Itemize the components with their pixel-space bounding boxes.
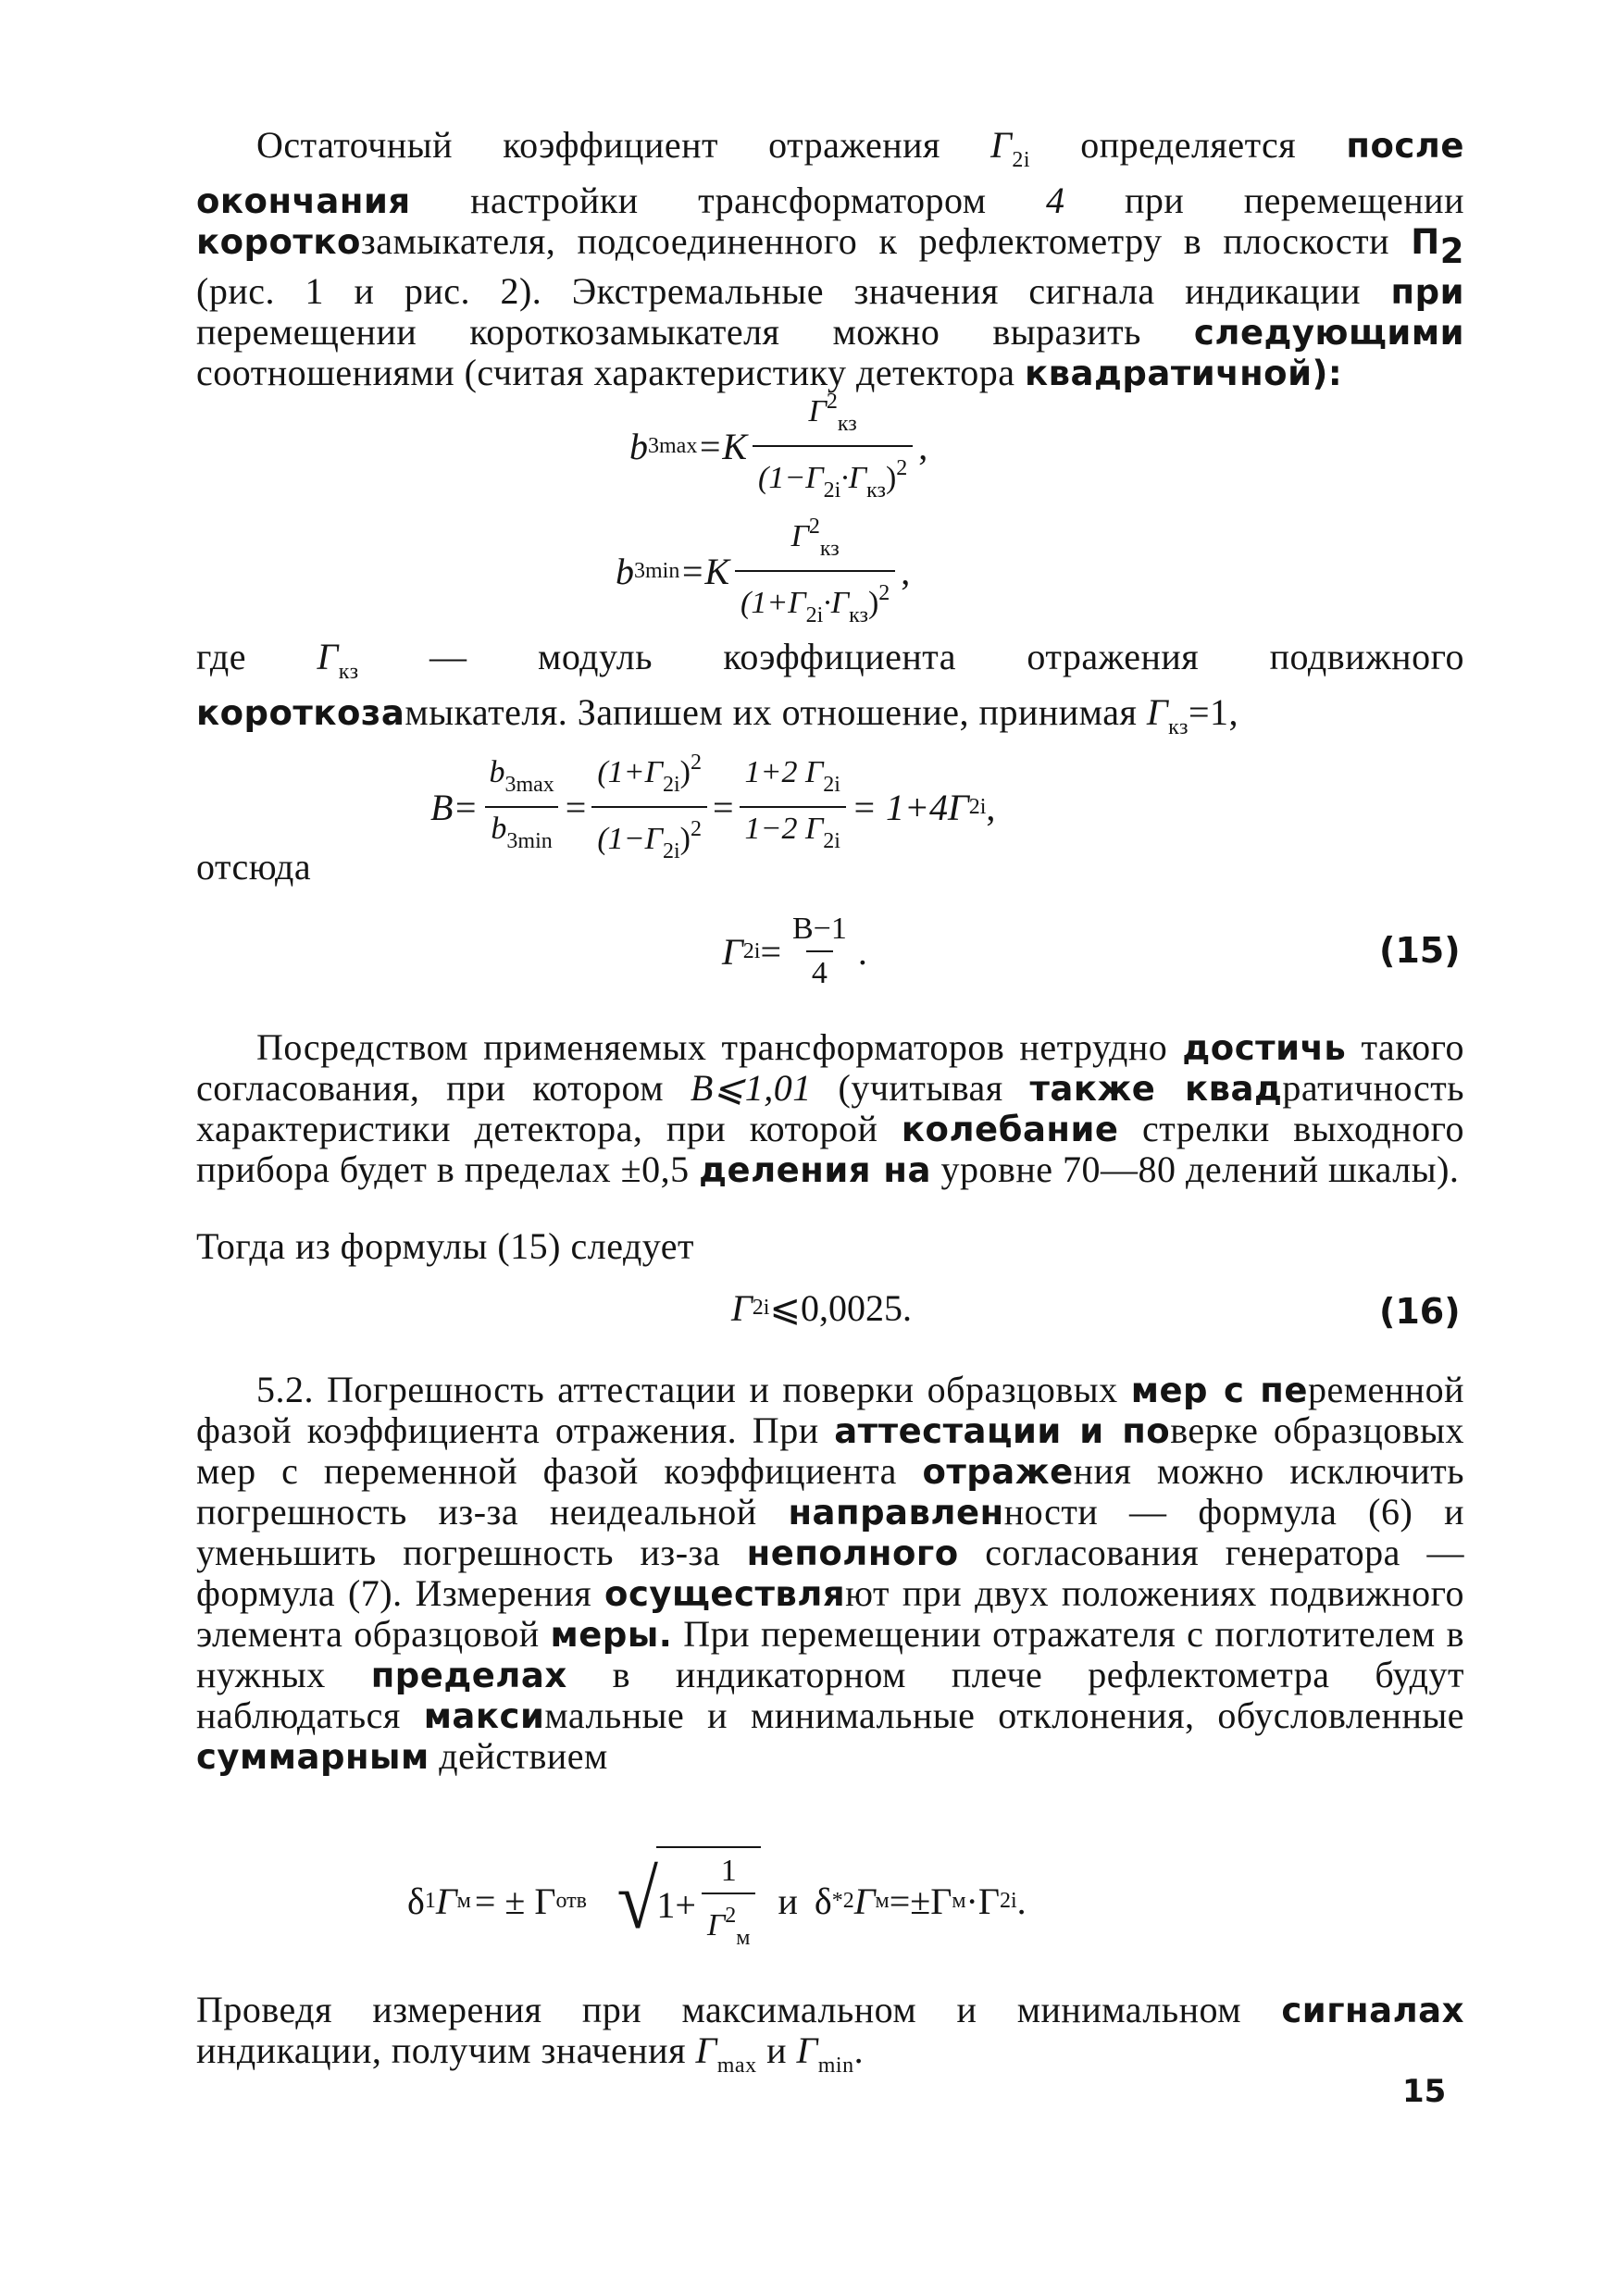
bold-text: суммарным	[196, 1737, 429, 1777]
operator: =	[712, 786, 734, 828]
text: замыкателя, подсоединенного к рефлектометру в плоскости	[360, 220, 1412, 262]
symbol: Г	[808, 394, 827, 428]
bold-text: достичь	[1182, 1028, 1347, 1068]
subscript: 2i	[662, 839, 680, 863]
subscript: кз	[1168, 715, 1189, 739]
subscript: 2i	[752, 1296, 770, 1320]
punctuation: ,	[901, 550, 911, 592]
subscript: 3min	[634, 558, 680, 583]
text: такого согласования, при котором	[196, 1026, 1465, 1109]
text: уровне 70—80 делений шкалы).	[930, 1148, 1460, 1190]
paragraph-then: Тогда из формулы (15) следует	[196, 1225, 694, 1267]
equation-bmax	[629, 384, 927, 508]
bold-text: сигналах	[1281, 1991, 1464, 2030]
equation-bmin	[616, 509, 910, 633]
subscript: 2i	[742, 938, 761, 963]
symbol: (1+Г	[741, 586, 806, 620]
numerator	[803, 384, 863, 445]
subscript: м	[875, 1888, 890, 1913]
subscript: 3max	[648, 433, 698, 458]
fraction	[787, 912, 853, 991]
subscript: min	[817, 2054, 854, 2078]
bold-text: макси	[423, 1696, 545, 1736]
subscript: кз	[866, 478, 886, 503]
subscript: 2i	[823, 478, 841, 503]
subscript: 3max	[504, 773, 554, 797]
superscript: 2	[808, 515, 820, 539]
text: Посредством применяемых трансформаторов нетрудно	[256, 1026, 1183, 1068]
text-otsyuda: отсюда	[196, 846, 312, 887]
denominator	[702, 1893, 756, 1955]
symbol: δ	[407, 1880, 425, 1922]
subscript: м	[952, 1888, 966, 1913]
subscript: кз	[837, 412, 857, 436]
text: ратичность характеристики детектора, при которой	[196, 1067, 1464, 1149]
bold-text: пределах	[370, 1656, 567, 1695]
bold-text: отраже	[922, 1452, 1074, 1492]
subscript: кз	[849, 603, 868, 627]
expression: ⩽0,0025.	[769, 1287, 912, 1329]
subscript: м	[456, 1888, 471, 1913]
bold-text: П	[1411, 222, 1440, 262]
fraction	[483, 755, 559, 859]
bold-text: деления на	[699, 1150, 931, 1190]
expression: 1+	[656, 1883, 696, 1926]
fraction	[702, 1854, 756, 1955]
ref-number: 4	[1046, 180, 1065, 221]
subscript: кз	[338, 660, 359, 684]
symbol: Г	[317, 636, 339, 677]
superscript: *	[831, 1888, 843, 1913]
expression: = ± Г	[474, 1880, 556, 1922]
text: при перемещении	[1064, 180, 1464, 221]
paragraph-5-2	[196, 1370, 1464, 1777]
subscript: max	[716, 2054, 757, 2078]
text: (учитывая	[811, 1067, 1030, 1109]
bold-text: направлен	[788, 1493, 1004, 1533]
fraction	[735, 509, 895, 633]
fraction	[740, 755, 846, 859]
expression: ·Г	[965, 1880, 1000, 1922]
text: Остаточный коэффициент отражения	[256, 124, 991, 166]
symbol: b	[616, 550, 634, 592]
text: где	[196, 636, 317, 677]
numerator: 1	[720, 1854, 737, 1888]
paragraph-measurement	[196, 1990, 1464, 2086]
symbol: = 1+4Г	[851, 786, 969, 828]
superscript: 2	[690, 751, 702, 775]
text: ния можно исключить погрешность из-за неидеальной	[196, 1450, 1464, 1533]
symbol: (1−Г	[758, 461, 824, 495]
text: .	[853, 2029, 865, 2071]
symbol: )	[679, 755, 691, 789]
punctuation: ,	[918, 425, 928, 467]
square-root	[615, 1846, 762, 1955]
symbol: b	[489, 755, 505, 789]
equation-number-16: (16)	[1379, 1291, 1461, 1332]
symbol: (1−Г	[597, 822, 663, 856]
subscript: 3min	[506, 829, 553, 853]
text: действием	[429, 1735, 608, 1777]
text: При перемещении отражателя с поглотителем в нужных	[196, 1613, 1465, 1695]
symbol: b	[491, 812, 507, 846]
text: настройки трансформатором	[410, 180, 1047, 221]
text: верке образцовых мер с переменной фазой коэффициента	[196, 1409, 1465, 1492]
text: 5.2. Погрешность аттестации и поверки образцовых	[256, 1369, 1131, 1410]
symbol: )	[885, 461, 897, 495]
bold-text: после окончания	[196, 126, 1464, 221]
subscript: 2i	[823, 829, 840, 853]
subscript: 2	[1439, 231, 1464, 271]
subscript: 2i	[1012, 148, 1031, 172]
symbol: Г	[706, 1908, 726, 1942]
numerator	[786, 509, 845, 570]
subscript: 2i	[662, 773, 680, 797]
superscript: 2	[878, 581, 890, 605]
expression: =±Г	[889, 1880, 952, 1922]
text: ременной фазой коэффициента отражения. При	[196, 1369, 1464, 1451]
bold-text: неполного	[746, 1533, 959, 1573]
superscript: 2	[826, 390, 838, 414]
text: (рис. 1 и рис. 2). Экстремальные значения сигнала индикации	[196, 270, 1391, 312]
symbol: ·Г	[823, 586, 850, 620]
bold-text: коротко	[196, 222, 361, 262]
text: =1,	[1188, 691, 1239, 733]
superscript: 2	[725, 1904, 737, 1928]
bold-text: мер с пе	[1130, 1371, 1308, 1410]
bold-text: аттестации и по	[834, 1411, 1171, 1451]
bold-text: при	[1390, 272, 1464, 312]
text: перемещении короткозамыкателя можно выразить	[196, 311, 1194, 353]
symbol: Г	[1146, 691, 1169, 733]
equation-number-15: (15)	[1379, 930, 1461, 971]
paragraph-transformers	[196, 1027, 1464, 1190]
equation-delta	[407, 1846, 1027, 1955]
punctuation: ,	[986, 786, 996, 828]
numerator	[740, 755, 846, 806]
operator: =	[565, 786, 587, 828]
paragraph-where	[196, 637, 1464, 748]
bold-text: колебание	[901, 1110, 1119, 1149]
subscript: м	[736, 1926, 751, 1950]
superscript: 2	[690, 817, 702, 841]
symbol: )	[679, 822, 691, 856]
text: Проведя измерения при максимальном и минимальном	[196, 1989, 1282, 2030]
bold-text: квадратичной):	[1025, 354, 1343, 393]
subscript: 2i	[805, 603, 824, 627]
symbol: (1+Г	[597, 755, 663, 789]
paragraph-residual-reflection	[196, 125, 1464, 393]
operator: =K	[679, 550, 730, 592]
superscript: 2	[896, 456, 908, 480]
subscript: 1	[424, 1888, 436, 1913]
punctuation: .	[1016, 1880, 1027, 1922]
text: мыкателя. Запишем их отношение, принимая	[404, 691, 1147, 733]
subscript: 2	[842, 1888, 854, 1913]
text: ют при двух положениях подвижного элемента образцовой	[196, 1572, 1465, 1655]
fraction	[753, 384, 913, 508]
subscript: кз	[819, 537, 840, 561]
symbol: δ	[814, 1880, 832, 1922]
symbol: Г	[695, 2029, 717, 2071]
text: — модуль коэффициента отражения подвижного	[358, 636, 1464, 677]
denominator	[753, 445, 913, 508]
text: соотношениями (считая характеристику детектора	[196, 352, 1026, 393]
symbol: Г	[722, 930, 743, 973]
conjunction: и	[778, 1880, 798, 1922]
symbol: Г	[731, 1287, 753, 1329]
subscript: 2i	[999, 1888, 1017, 1913]
symbol-gamma: Г	[990, 124, 1013, 166]
text: и	[756, 2029, 797, 2071]
equation-16	[731, 1286, 912, 1330]
symbol: Г	[790, 519, 809, 553]
bold-text: короткоза	[196, 693, 405, 733]
text: стрелки выходного прибора будет в пределах ±0,5	[196, 1108, 1465, 1190]
symbol: Г	[796, 2029, 818, 2071]
text: мальные и минимальные отклонения, обусловленные	[544, 1694, 1464, 1736]
symbol: b	[629, 425, 648, 467]
numerator	[483, 755, 559, 806]
numerator: B−1	[792, 912, 847, 946]
symbol: ·Г	[840, 461, 867, 495]
operator: =	[760, 930, 781, 973]
punctuation: .	[857, 930, 867, 973]
subscript: 2i	[968, 794, 987, 819]
condition: B⩽1,01	[690, 1067, 812, 1109]
text: ности — формула (6) и уменьшить погрешность из-за	[196, 1491, 1465, 1573]
symbol: Г	[853, 1880, 876, 1922]
numerator	[591, 745, 707, 806]
bold-text: осуществля	[604, 1574, 846, 1614]
subscript: 2i	[823, 773, 840, 797]
page-number: 15	[1402, 2073, 1447, 2110]
text: определяется	[1030, 124, 1347, 166]
text: согласования генератора — формула (7). Измерения	[196, 1532, 1464, 1614]
equation-15	[722, 912, 867, 991]
denominator	[735, 570, 895, 633]
symbol: Г	[435, 1880, 457, 1922]
symbol: 1+2 Г	[744, 755, 824, 789]
bold-text: следующими	[1193, 313, 1464, 353]
bold-text: меры.	[550, 1615, 673, 1655]
radicand	[656, 1846, 761, 1955]
symbol: )	[867, 586, 879, 620]
denominator: 4	[806, 950, 833, 991]
subscript: отв	[555, 1888, 587, 1913]
radical-sign: √	[616, 1855, 658, 1946]
text: индикации, получим значения	[196, 2029, 696, 2071]
bold-text: также квад	[1029, 1069, 1283, 1109]
symbol: B=	[430, 786, 479, 828]
operator: =K	[697, 425, 747, 467]
symbol: 1−2 Г	[744, 812, 824, 846]
text: в индикаторном плече рефлектометра будут наблюдаться	[196, 1654, 1464, 1736]
